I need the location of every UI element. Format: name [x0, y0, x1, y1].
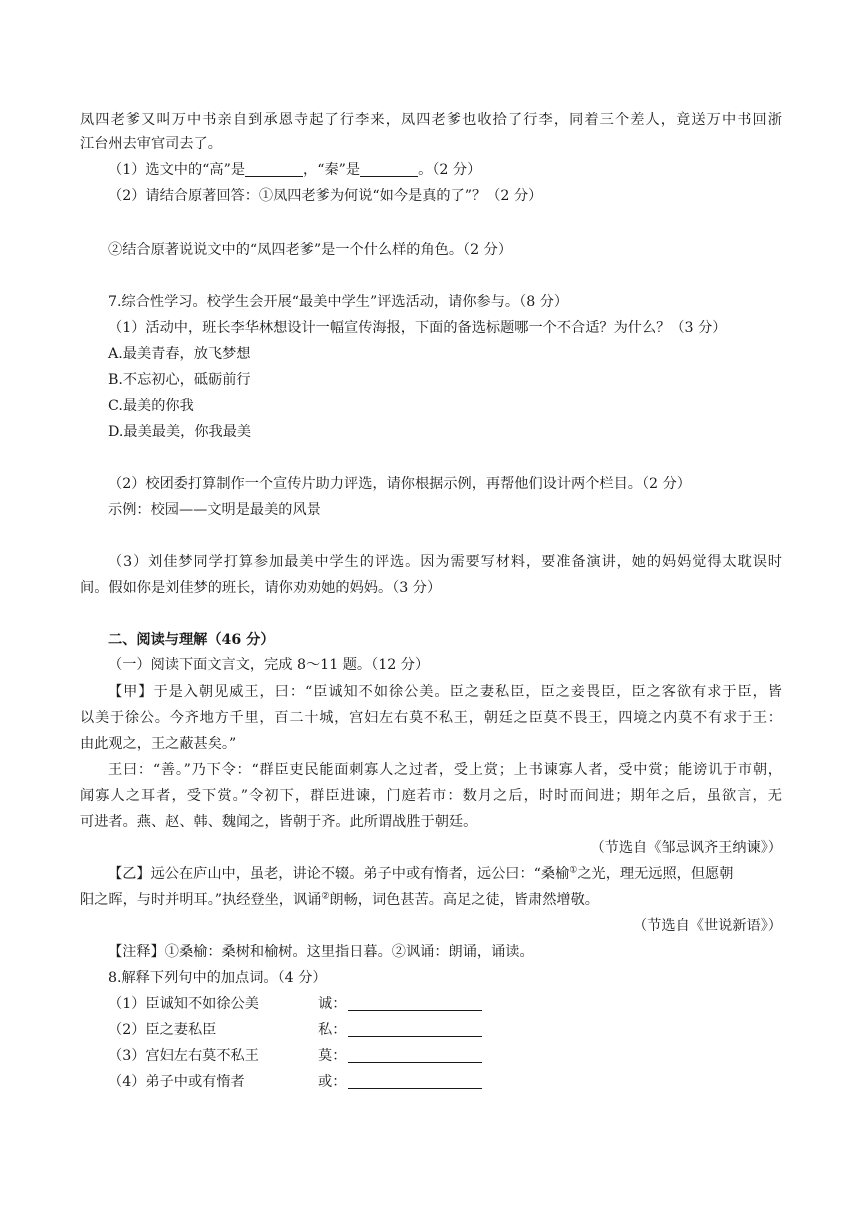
question-8-title: 8.解释下列句中的加点词。（4 分）	[108, 970, 327, 986]
answer-blank[interactable]	[348, 995, 482, 1011]
section-heading: 二、阅读与理解（46 分）	[108, 632, 275, 648]
question-7-3: （3）刘佳梦同学打算参加最美中学生的评选。因为需要写材料，要准备演讲，她的妈妈觉得太耽误时	[108, 554, 782, 570]
gloss-word: 莫：	[318, 1048, 347, 1064]
gloss-answer	[318, 1018, 482, 1042]
gloss-word: 私：	[318, 1022, 347, 1038]
passage-jia: 由此观之，王之蔽甚矣。”	[80, 736, 237, 752]
passage-text: 【乙】远公在庐山中，虽老，讲论不辍。弟子中或有惰者，远公曰：“桑榆	[108, 866, 570, 882]
passage-jia: 以美于徐公。今齐地方千里，百二十城，宫妇左右莫不私王，朝廷之臣莫不畏王，四境之内莫不有求于王：	[80, 710, 782, 726]
option-a: A.最美青春，放飞梦想	[108, 346, 251, 362]
gloss-sentence: （1）臣诚知不如徐公美	[108, 996, 259, 1012]
example-line: 示例：校园——文明是最美的风景	[108, 502, 321, 518]
answer-blank[interactable]	[348, 1073, 482, 1089]
question-7-2: （2）校团委打算制作一个宣传片助力评选，请你根据示例，再帮他们设计两个栏目。（2 分）	[108, 476, 691, 492]
question-text: ，“秦”是	[303, 162, 361, 178]
passage-jia: 可进者。燕、赵、韩、魏闻之，皆朝于齐。此所谓战胜于朝廷。	[80, 814, 478, 830]
question-6-1	[108, 158, 782, 182]
footnote-mark: ②	[321, 891, 330, 902]
source-citation: （节选自《邹忌讽齐王纳谏》）	[590, 840, 782, 856]
question-6-3: ②结合原著说说文中的“凤四老爹”是一个什么样的角色。（2 分）	[108, 242, 513, 258]
option-c: C.最美的你我	[108, 398, 194, 414]
passage-jia: 王曰：“善。”乃下令：“群臣吏民能面刺寡人之过者，受上赏；上书谏寡人者，受中赏；能谤讥于市朝，	[108, 762, 782, 778]
notes: 【注释】①桑榆：桑树和榆树。这里指日暮。②讽诵：朗诵，诵读。	[108, 944, 534, 960]
passage-jia: 闻寡人之耳者，受下赏。”令初下，群臣进谏，门庭若市：数月之后，时时而间进；期年之后，虽欲言，无	[80, 788, 782, 804]
gloss-sentence: （4）弟子中或有惰者	[108, 1074, 245, 1090]
question-7-3-cont: 间。假如你是刘佳梦的班长，请你劝劝她的妈妈。（3 分）	[80, 580, 442, 596]
passage-yi	[108, 862, 782, 886]
gloss-sentence: （2）臣之妻私臣	[108, 1022, 217, 1038]
passage-text: 阳之晖，与时并明耳。”执经登坐，讽诵	[80, 892, 322, 908]
gloss-answer	[318, 992, 482, 1016]
gloss-answer	[318, 1070, 482, 1094]
passage-line: 江台州去审官司去了。	[80, 136, 222, 152]
question-text: （1）选文中的“高”是	[108, 162, 246, 178]
answer-blank[interactable]	[348, 1021, 482, 1037]
passage-jia: 【甲】于是入朝见威王，曰：“臣诚知不如徐公美。臣之妻私臣，臣之妾畏臣，臣之客欲有求于臣，皆	[108, 684, 782, 700]
question-7-title: 7.综合性学习。校学生会开展“最美中学生”评选活动，请你参与。（8 分）	[108, 294, 569, 310]
passage-yi	[80, 888, 782, 912]
option-d: D.最美最美，你我最美	[108, 424, 252, 440]
gloss-answer	[318, 1044, 482, 1068]
part-instruction: （一）阅读下面文言文，完成 8～11 题。（12 分）	[108, 657, 430, 673]
answer-blank[interactable]	[360, 161, 418, 177]
gloss-sentence: （3）宫妇左右莫不私王	[108, 1048, 259, 1064]
gloss-word: 或：	[318, 1074, 347, 1090]
option-b: B.不忘初心，砥砺前行	[108, 372, 251, 388]
answer-blank[interactable]	[245, 161, 303, 177]
answer-blank[interactable]	[348, 1047, 482, 1063]
passage-text: 之光，理无远照，但愿朝	[577, 866, 734, 882]
question-7-1: （1）活动中，班长李华林想设计一幅宣传海报，下面的备选标题哪一个不合适？为什么？（3 分）	[108, 320, 727, 336]
question-6-2: （2）请结合原著回答：①凤四老爹为何说“如今是真的了”？（2 分）	[108, 188, 543, 204]
footnote-mark: ①	[569, 865, 578, 876]
gloss-word: 诚：	[318, 996, 347, 1012]
source-citation: （节选自《世说新语》）	[633, 918, 782, 934]
passage-text: 朗畅，词色甚苦。高足之徒，皆肃然增敬。	[329, 892, 599, 908]
question-text: 。（2 分）	[418, 162, 482, 178]
passage-line: 凤四老爹又叫万中书亲自到承恩寺起了行李来，凤四老爹也收拾了行李，同着三个差人，竟送万中书回浙	[80, 112, 782, 128]
